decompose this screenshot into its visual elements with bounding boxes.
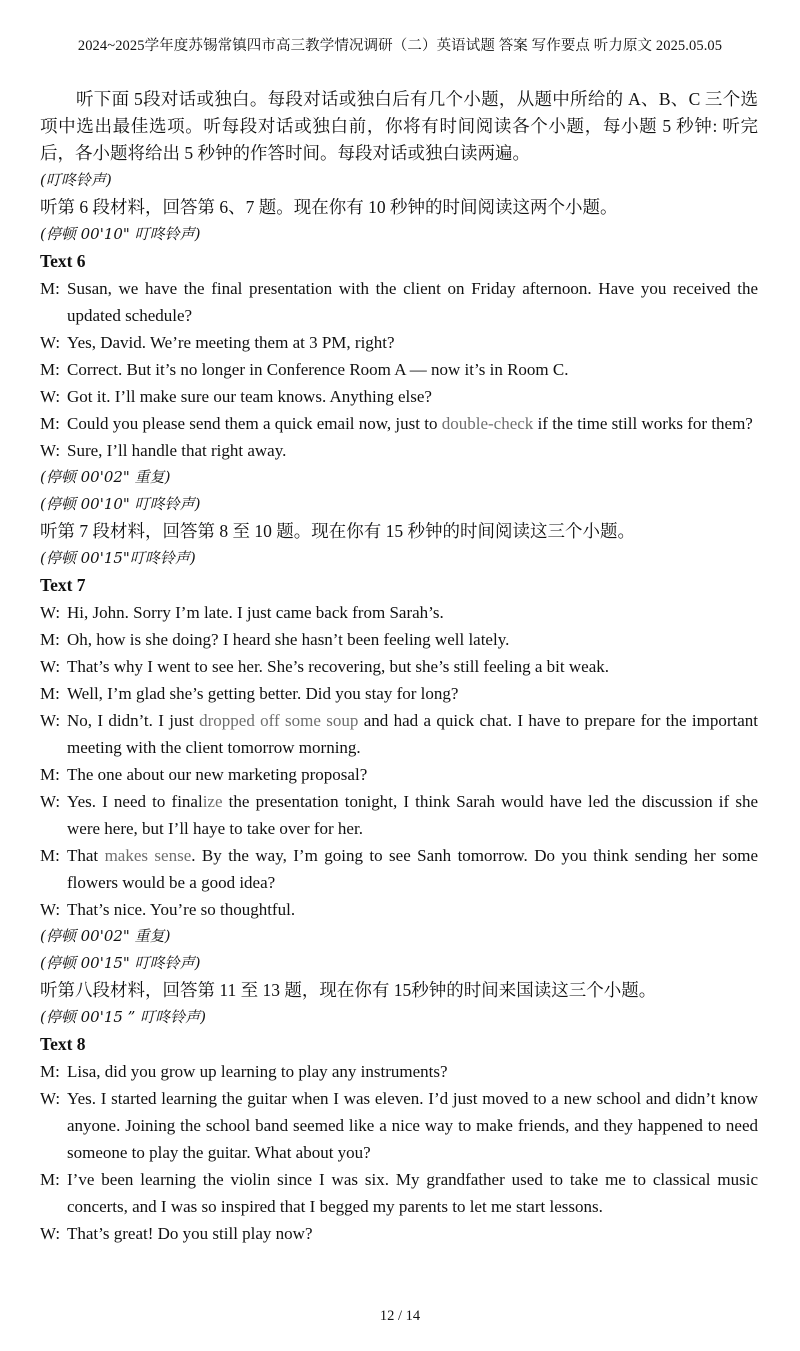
dialogue-line (40, 383, 758, 410)
dialogue-line (40, 788, 758, 842)
dialogue-text: Susan, we have the final presentation with the client on Friday afternoon. Have you received the updated schedule? (67, 279, 758, 325)
speaker-label: M: (40, 1170, 60, 1189)
speaker-label: M: (40, 684, 60, 703)
speaker-label: W: (40, 333, 61, 352)
dialogue-line (40, 1166, 758, 1220)
dialogue-line (40, 707, 758, 761)
dialogue-text (67, 842, 758, 896)
dialogue-line (40, 356, 758, 383)
text7-instruction: 听第 7 段材料，回答第 8 至 10 题。现在你有 15 秒钟的时间阅读这三个小题。 (40, 521, 635, 541)
speaker-label: M: (40, 765, 60, 784)
dialogue-text (67, 788, 758, 842)
text-segment: the presentation tonight, I think Sarah would have led the discussion if she were here, but I’ll haye to take over for her. (67, 792, 758, 838)
dialogue-text: Oh, how is she doing? I heard she hasn’t been feeling well lately. (67, 630, 510, 649)
dialogue-line (40, 842, 758, 896)
text7-pause-before: (停顿 00'15"叮咚铃声) (40, 549, 196, 567)
dialogue-text: Yes, David. We’re meeting them at 3 PM, right? (67, 333, 395, 352)
text6-pause-after: (停顿 00'10" 叮咚铃声) (40, 495, 201, 513)
text8-heading: Text 8 (40, 1034, 86, 1054)
text7-heading: Text 7 (40, 575, 86, 595)
dialogue-line (40, 437, 758, 464)
highlighted-phrase: dropped off some soup (199, 711, 359, 730)
text6-pause-repeat: (停顿 00'02" 重复) (40, 468, 171, 486)
text-segment: and had a quick chat. I have to prepare for the important meeting with the client tomorrow morning. (67, 711, 758, 757)
text-segment: That (67, 846, 105, 865)
text-segment: No, I didn’t. I just (67, 711, 200, 730)
speaker-label: M: (40, 360, 60, 379)
speaker-label: M: (40, 1062, 60, 1081)
dialogue-line (40, 275, 758, 329)
speaker-label: M: (40, 279, 60, 298)
page-number: 12 / 14 (379, 1308, 421, 1324)
text6-pause-before: (停顿 00'10" 叮咚铃声) (40, 225, 201, 243)
speaker-label: M: (40, 630, 60, 649)
dialogue-text: Hi, John. Sorry I’m late. I just came back from Sarah’s. (67, 603, 444, 622)
dialogue-text (67, 410, 758, 437)
dialogue-text: I’ve been learning the violin since I was six. My grandfather used to take me to classical music concerts, and I was so inspired that I begged my parents to let me start lessons. (67, 1170, 758, 1216)
text7-pause-after: (停顿 00'15" 叮咚铃声) (40, 954, 201, 972)
highlighted-phrase: makes sense (104, 846, 192, 865)
dialogue-text: Yes. I started learning the guitar when I was eleven. I’d just moved to a new school and didn’t know anyone. Joining the school band seemed like a nice way to make friends, and they happened to need someone to play the guitar. What about you? (67, 1089, 758, 1162)
dialogue-text: Correct. But it’s no longer in Conference Room A — now it’s in Room C. (67, 360, 569, 379)
dialogue-line (40, 680, 758, 707)
speaker-label: W: (40, 1089, 61, 1108)
dialogue-line (40, 599, 758, 626)
speaker-label: W: (40, 603, 61, 622)
dialogue-text: Lisa, did you grow up learning to play any instruments? (67, 1062, 448, 1081)
dialogue-line (40, 653, 758, 680)
dialogue-line (40, 761, 758, 788)
dialogue-line (40, 1058, 758, 1085)
dialogue-line (40, 626, 758, 653)
dialogue-line (40, 1220, 758, 1247)
speaker-label: W: (40, 711, 61, 730)
dialogue-line (40, 329, 758, 356)
text-segment: . By the way, I’m going to see Sanh tomorrow. Do you think sending her some flowers would be a good idea? (67, 846, 758, 892)
text-segment: Yes. I need to final (67, 792, 203, 811)
speaker-label: W: (40, 792, 61, 811)
dialogue-text: That’s nice. You’re so thoughtful. (67, 900, 296, 919)
dialogue-text: Well, I’m glad she’s getting better. Did you stay for long? (67, 684, 459, 703)
dialogue-text (67, 707, 758, 761)
speaker-label: M: (40, 846, 60, 865)
speaker-label: W: (40, 1224, 61, 1243)
intro-paragraph: 听下面 5段对话或独白。每段对话或独白后有几个小题，从题中所给的 A、B、C 三个选项中选出最佳选项。听每段对话或独白前，你将有时间阅读各个小题，每小题 5 秒钟: 听完后，各小题将给出 5 秒钟的作答时间。每段对话或独白读两遍。 (40, 89, 758, 163)
pause-bell-note: (叮咚铃声) (40, 171, 112, 189)
speaker-label: W: (40, 900, 61, 919)
text7-pause-repeat: (停顿 00'02" 重复) (40, 927, 171, 945)
speaker-label: M: (40, 414, 60, 433)
text8-instruction: 听第八段材料，回答第 11 至 13 题，现在你有 15秒钟的时间来国读这三个小题。 (40, 980, 657, 1000)
text-segment: Could you please send them a quick email now, just to (67, 414, 442, 433)
text6-instruction: 听第 6 段材料，回答第 6、7 题。现在你有 10 秒钟的时间阅读这两个小题。 (40, 197, 618, 217)
dialogue-line (40, 1085, 758, 1166)
speaker-label: W: (40, 657, 61, 676)
dialogue-text: That’s great! Do you still play now? (67, 1224, 313, 1243)
dialogue-text: That’s why I went to see her. She’s recovering, but she’s still feeling a bit weak. (67, 657, 609, 676)
dialogue-line (40, 410, 758, 437)
text8-pause-before: (停顿 00'15 ” 叮咚铃声) (40, 1008, 206, 1026)
speaker-label: W: (40, 387, 61, 406)
text6-heading: Text 6 (40, 251, 86, 271)
page-header: 2024~2025学年度苏锡常镇四市高三教学情况调研（二）英语试题 答案 写作要点 听力原文 2025.05.05 (77, 38, 723, 54)
dialogue-text: Sure, I’ll handle that right away. (67, 441, 287, 460)
page-content (40, 86, 758, 1247)
speaker-label: W: (40, 441, 61, 460)
highlighted-phrase: double-check (441, 414, 534, 433)
dialogue-text: Got it. I’ll make sure our team knows. Anything else? (67, 387, 432, 406)
highlighted-phrase: ize (202, 792, 223, 811)
dialogue-line (40, 896, 758, 923)
text-segment: if the time still works for them? (533, 414, 753, 433)
dialogue-text: The one about our new marketing proposal? (67, 765, 368, 784)
